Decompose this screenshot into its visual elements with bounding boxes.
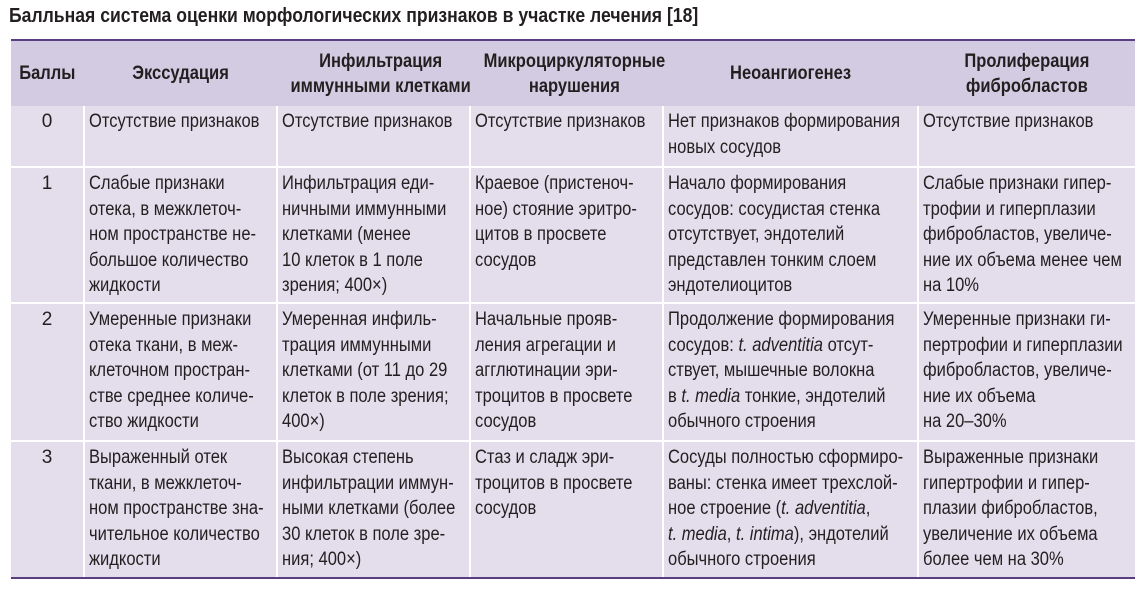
cell-line: клеток в поле зрения; [282,385,449,407]
table-cell [277,441,470,578]
cell-line: отека, в межклеточ- [89,198,242,220]
latin-term: t. media [681,385,741,407]
table-row [11,167,1135,303]
cell-line: зрения; 400×) [282,275,388,296]
score-cell [11,167,84,303]
cell-line: Инфильтрация еди- [282,173,435,194]
cell-line: ное) стояние эритро- [475,198,637,220]
cell-line: ном пространстве зна- [89,498,264,519]
cell-line: ствует, мышечные волокна [668,360,875,381]
cell-line: троцитов в просвете [475,472,633,494]
score-value: 2 [41,309,53,330]
cell-line: трация иммунными [282,334,432,356]
table-cell [277,106,470,167]
score-cell [11,303,84,441]
cell-line: фибробластов, увеличе- [923,224,1112,245]
table-title: Балльная система оценки морфологических признаков в участке лечения [18] [9,5,699,27]
cell-line: отека ткани, в меж- [89,334,239,356]
cell-line: Выраженный отек [89,447,228,468]
table-cell [470,106,663,167]
header-microcirculation [470,40,666,106]
score-cell [11,106,84,167]
cell-line: ления агрегации и [475,334,616,356]
cell-line: ние их объема менее чем [923,249,1122,271]
table-cell [918,303,1135,441]
table-cell [918,167,1135,303]
cell-line: более чем на 30% [923,549,1064,570]
latin-term: t. adventitia [781,498,866,519]
cell-line: инфильтрации иммун- [282,472,454,494]
table-cell [470,303,663,441]
cell-line: новых сосудов [668,136,782,158]
cell-line: агглютинации эри- [475,360,618,381]
cell-line: ничными иммунными [282,198,447,220]
header-line: Микроциркуляторные [483,50,666,72]
cell-line: сосудов: сосудистая стенка [668,198,881,220]
cell-line: большое количество [89,249,249,271]
table-cell [470,167,663,303]
header-line: нарушения [528,75,620,97]
header-line: фибробластов [965,75,1088,97]
latin-term: t. media [668,523,727,545]
table-row [11,303,1135,441]
cell-line: 10 клеток в 1 поле [282,249,423,271]
cell-line: Продолжение формирования [668,309,895,330]
cell-line: Сосуды полностью сформиро- [668,447,904,468]
cell-line: Начальные прояв- [475,309,618,330]
scoring-table [11,39,1135,579]
table-cell [918,441,1135,578]
cell-line: эндотелиоцитов [668,275,793,296]
table-cell [84,167,277,303]
header-line: Экссудация [132,63,229,84]
cell-line: увеличение их объема [923,523,1098,545]
cell-line: Отсутствие признаков [923,111,1094,132]
cell-line: ное строение (t. adventitia, [668,498,871,519]
cell-line: сосудов [475,249,537,271]
cell-line: трофии и гиперплазии [923,198,1096,220]
header-exudation [84,40,277,106]
cell-line: чительное количество [89,523,260,545]
table-row [11,106,1135,167]
header-line: Неоангиогенез [729,63,852,84]
cell-line: сосудов [475,498,537,519]
cell-line: Отсутствие признаков [282,111,453,132]
cell-line: обычного строения [668,549,816,570]
cell-line: Отсутствие признаков [89,111,260,132]
cell-line: ния; 400×) [282,549,362,570]
cell-line: Нет признаков формирования [668,111,901,132]
header-fibroblast-proliferation [918,40,1135,106]
cell-line: представлен тонким слоем [668,249,877,271]
score-value: 1 [41,173,53,194]
cell-line: в t. media тонкие, эндотелий [668,385,886,407]
cell-line: жидкости [89,275,161,296]
latin-term: t. intima [735,523,794,545]
cell-line: ство жидкости [89,411,199,432]
cell-line: Умеренные признаки [89,309,252,330]
cell-line: клетками (менее [282,224,411,245]
header-line: Инфильтрация [319,50,443,72]
cell-line: стве среднее количе- [89,385,254,407]
table-cell [663,303,918,441]
cell-line: фибробластов, увеличе- [923,360,1112,381]
score-value: 3 [41,447,53,468]
table-cell [663,106,918,167]
cell-line: 400×) [282,411,325,432]
header-line: Баллы [19,63,76,84]
cell-line: Краевое (пристеноч- [475,173,634,194]
cell-line: t. media, t. intima), эндотелий [668,523,889,545]
table-cell [277,167,470,303]
cell-line: Отсутствие признаков [475,111,646,132]
cell-line: клеточном простран- [89,360,251,381]
header-neoangiogenesis [663,40,918,106]
table-row [11,441,1135,578]
cell-line: плазии фибробластов, [923,498,1098,519]
cell-line: ние их объема [923,385,1036,407]
cell-line: Умеренная инфиль- [282,309,437,330]
header-infiltration [277,40,470,106]
cell-line: Начало формирования [668,173,847,194]
cell-line: троцитов в просвете [475,385,633,407]
cell-line: ными клетками (более [282,498,456,519]
table-cell [84,106,277,167]
cell-line: Высокая степень [282,447,414,468]
score-value: 0 [41,111,53,132]
cell-line: сосудов: t. adventitia отсут- [668,334,874,356]
header-row [11,40,1135,106]
cell-line: гипертрофии и гипер- [923,472,1090,494]
table-cell [470,441,663,578]
table-cell [84,441,277,578]
cell-line: ваны: стенка имеет трехслой- [668,472,898,494]
cell-line: цитов в просвете [475,224,607,245]
cell-line: ткани, в межклеточ- [89,472,242,494]
table-cell [918,106,1135,167]
cell-line: на 20–30% [923,411,1007,432]
table-cell [84,303,277,441]
cell-line: жидкости [89,549,161,570]
cell-line: Слабые признаки гипер- [923,173,1112,194]
cell-line: Умеренные признаки ги- [923,309,1111,330]
cell-line: ном пространстве не- [89,224,257,245]
cell-line: Слабые признаки [89,173,225,194]
table-cell [663,441,918,578]
cell-line: обычного строения [668,411,816,432]
header-line: иммунными клетками [290,75,471,97]
cell-line: пертрофии и гиперплазии [923,334,1123,356]
cell-line: Стаз и сладж эри- [475,447,615,468]
cell-line: Выраженные признаки [923,447,1099,468]
score-cell [11,441,84,578]
cell-line: на 10% [923,275,980,296]
latin-term: t. adventitia [738,334,823,356]
header-line: Пролиферация [963,50,1090,72]
table-cell [277,303,470,441]
cell-line: сосудов [475,411,537,432]
cell-line: 30 клеток в поле зре- [282,523,446,545]
table-cell [663,167,918,303]
cell-line: отсутствует, эндотелий [668,224,845,245]
cell-line: клетками (от 11 до 29 [282,360,448,381]
header-score [11,40,84,106]
